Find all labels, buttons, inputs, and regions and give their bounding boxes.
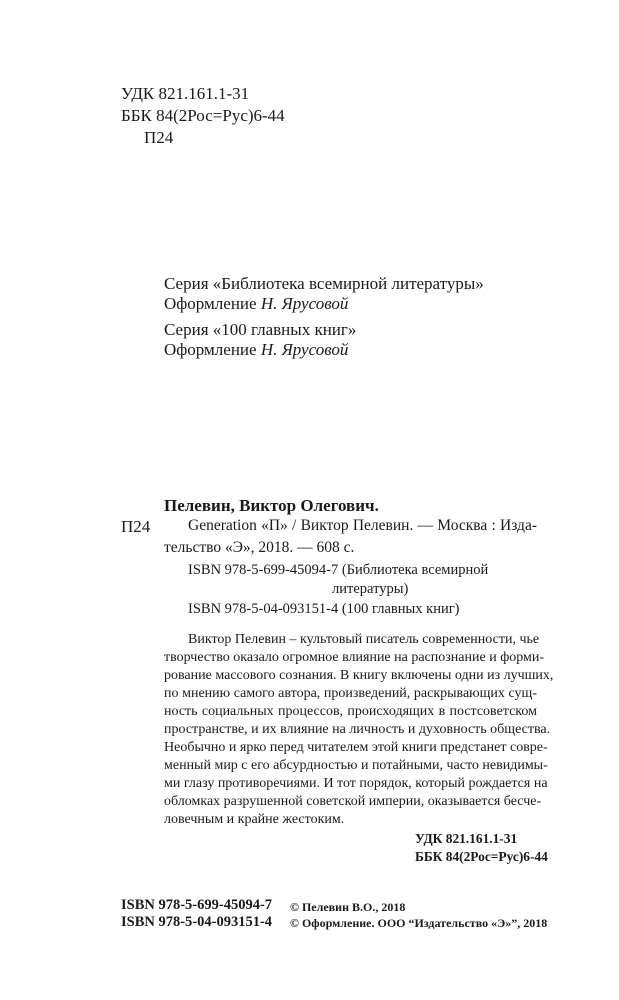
bottom-isbn-1: ISBN 978-5-699-45094-7: [121, 897, 273, 913]
annotation-line-10: обломках разрушенной советской империи, оказывается бесче-: [164, 794, 542, 809]
entry-isbn-1-line-2: литературы): [332, 581, 409, 597]
annotation-line-7: Необычно и ярко перед читателем этой книги предстанет совре-: [164, 740, 548, 755]
annotation-line-4: по мнению самого автора, произведений, раскрывающих сущ-: [164, 686, 537, 701]
series-2-title: Серия «100 главных книг»: [164, 320, 357, 339]
top-author-mark: П24: [144, 128, 174, 147]
copyright-author: © Пелевин В.О., 2018: [290, 900, 406, 914]
annotation-line-5: ность социальных процессов, происходящих в постсоветском: [164, 704, 537, 719]
entry-heading: Пелевин, Виктор Олегович.: [164, 496, 379, 515]
top-udk: УДК 821.161.1-31: [121, 84, 250, 103]
series-2-design: [164, 340, 348, 360]
annotation-line-6: пространстве, и их влияние на личность и духовность общества.: [164, 722, 551, 737]
series-2-design-label: Оформление: [164, 340, 257, 359]
copyright-design: © Оформление. ООО “Издательство «Э»”, 2018: [290, 916, 548, 930]
entry-isbn-2: ISBN 978-5-04-093151-4 (100 главных книг): [188, 601, 460, 617]
entry-bbk: ББК 84(2Рос=Рус)6-44: [415, 849, 548, 864]
entry-bib-line-2: тельство «Э», 2018. — 608 с.: [164, 539, 355, 556]
series-1-title: Серия «Библиотека всемирной литературы»: [164, 274, 484, 293]
series-2-designer: Н. Ярусовой: [260, 340, 349, 359]
series-1-design: [164, 294, 348, 314]
entry-bib-line-1: Generation «П» / Виктор Пелевин. — Москва : Изда-: [188, 517, 537, 534]
series-1-designer: Н. Ярусовой: [260, 294, 349, 313]
annotation-line-8: менный мир с его абсурдностью и потайными, часто невидимы-: [164, 758, 548, 773]
series-1-design-label: Оформление: [164, 294, 257, 313]
annotation-line-2: творчество оказало огромное влияние на распознание и форми-: [164, 650, 545, 665]
entry-author-mark: П24: [121, 517, 151, 536]
top-bbk: ББК 84(2Рос=Рус)6-44: [121, 106, 285, 125]
annotation-line-9: ми глазу противоречиями. И тот порядок, который рождается на: [164, 776, 548, 791]
entry-isbn-1-line-1: ISBN 978-5-699-45094-7 (Библиотека всемирной: [188, 562, 489, 578]
entry-udk: УДК 821.161.1-31: [415, 831, 518, 846]
annotation-line-1: Виктор Пелевин – культовый писатель современности, чье: [188, 632, 540, 647]
bottom-isbn-2: ISBN 978-5-04-093151-4: [121, 914, 273, 930]
annotation-line-11: ловечным и крайне жестоким.: [164, 812, 345, 827]
annotation-line-3: рование массового сознания. В книгу включены одни из лучших,: [164, 668, 554, 683]
